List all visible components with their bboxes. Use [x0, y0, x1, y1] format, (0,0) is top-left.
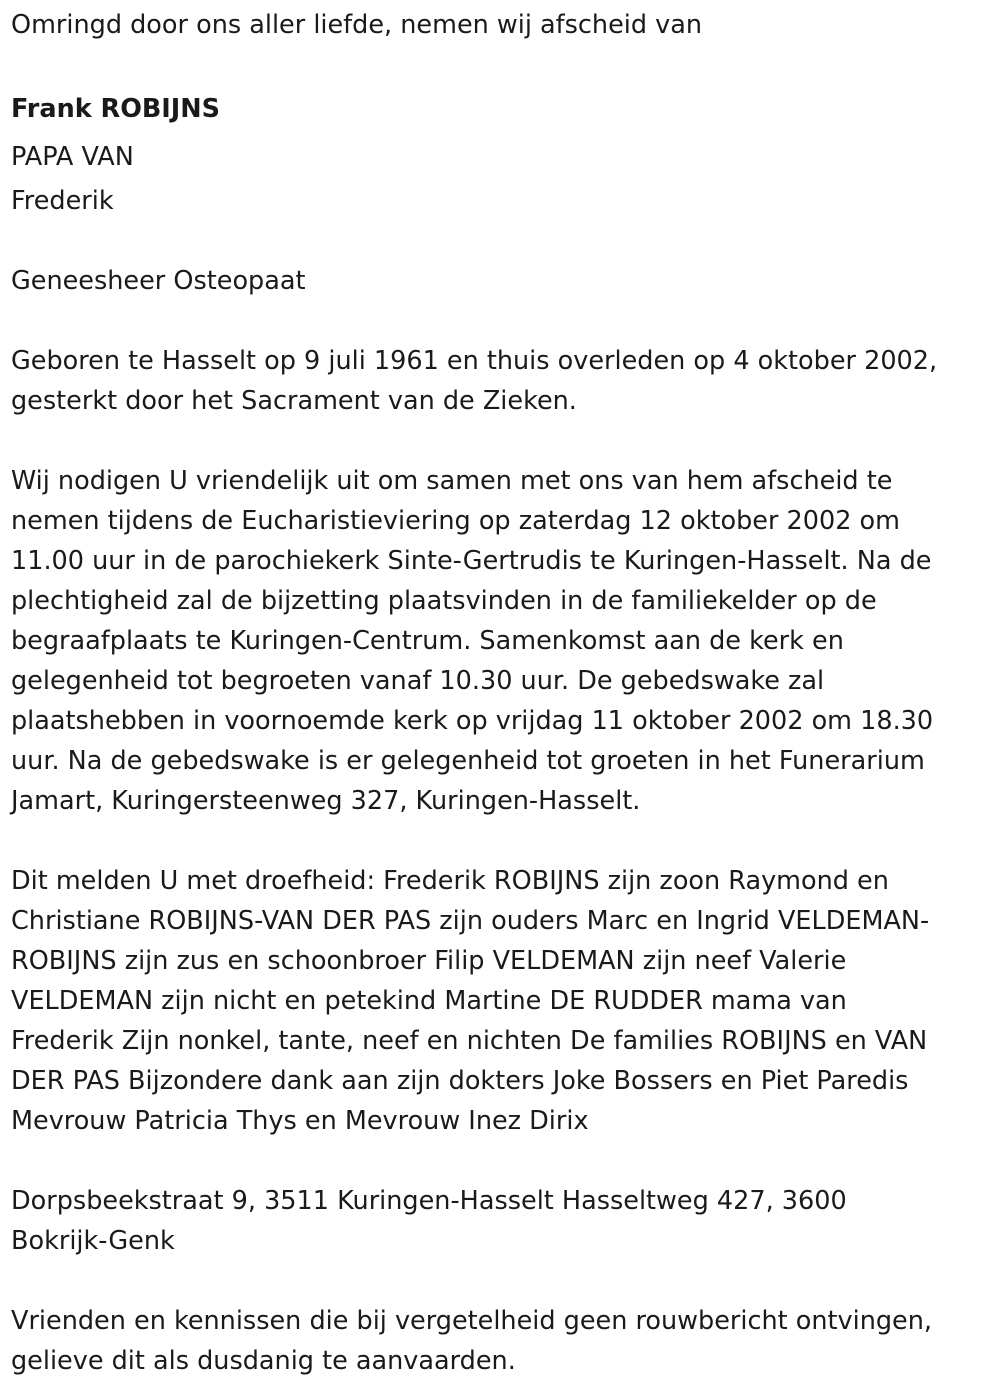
obituary-document [11, 5, 986, 1381]
paragraph-line: VELDEMAN zijn nicht en petekind Martine DE RUDDER mama van [11, 986, 847, 1016]
paragraph-line: ROBIJNS zijn zus en schoonbroer Filip VELDEMAN zijn neef Valerie [11, 946, 847, 976]
paragraph-line: Wij nodigen U vriendelijk uit om samen met ons van hem afscheid te [11, 466, 893, 496]
spacer [11, 221, 986, 261]
paragraph-line: gelegenheid tot begroeten vanaf 10.30 uur. De gebedswake zal [11, 666, 825, 696]
paragraph-line: begraafplaats te Kuringen-Centrum. Samenkomst aan de kerk en [11, 626, 844, 656]
paragraph-line: Jamart, Kuringersteenweg 327, Kuringen-Hasselt. [11, 786, 641, 816]
birth-death-paragraph [11, 341, 986, 421]
deceased-name: Frank ROBIJNS [11, 94, 220, 124]
spacer [11, 1141, 986, 1181]
intro-text: Omringd door ons aller liefde, nemen wij afscheid van [11, 10, 703, 40]
spacer [11, 421, 986, 461]
paragraph-line: Mevrouw Patricia Thys en Mevrouw Inez Dirix [11, 1106, 589, 1136]
paragraph-line: nemen tijdens de Eucharistieviering op zaterdag 12 oktober 2002 om [11, 506, 900, 536]
spacer [11, 301, 986, 341]
paragraph-line: Dit melden U met droefheid: Frederik ROBIJNS zijn zoon Raymond en [11, 866, 889, 896]
paragraph-line: Christiane ROBIJNS-VAN DER PAS zijn ouders Marc en Ingrid VELDEMAN- [11, 906, 930, 936]
paragraph-line: Geboren te Hasselt op 9 juli 1961 en thuis overleden op 4 oktober 2002, [11, 346, 938, 376]
child-name: Frederik [11, 186, 114, 216]
paragraph-line: Bokrijk-Genk [11, 1226, 175, 1256]
paragraph-line: gesterkt door het Sacrament van de Zieken. [11, 386, 577, 416]
invitation-paragraph [11, 461, 986, 821]
paragraph-line: plechtigheid zal de bijzetting plaatsvinden in de familiekelder op de [11, 586, 877, 616]
paragraph-line: plaatshebben in voornoemde kerk op vrijdag 11 oktober 2002 om 18.30 [11, 706, 934, 736]
closing-paragraph [11, 1301, 986, 1381]
spacer [11, 821, 986, 861]
addresses-paragraph [11, 1181, 986, 1261]
paragraph-line: gelieve dit als dusdanig te aanvaarden. [11, 1346, 516, 1376]
paragraph-line: Vrienden en kennissen die bij vergetelheid geen rouwbericht ontvingen, [11, 1306, 933, 1336]
paragraph-line: 11.00 uur in de parochiekerk Sinte-Gertrudis te Kuringen-Hasselt. Na de [11, 546, 932, 576]
papa-van-label: PAPA VAN [11, 142, 134, 172]
profession-text: Geneesheer Osteopaat [11, 266, 306, 296]
announcement-paragraph [11, 861, 986, 1141]
paragraph-line: DER PAS Bijzondere dank aan zijn dokters Joke Bossers en Piet Paredis [11, 1066, 909, 1096]
paragraph-line: Dorpsbeekstraat 9, 3511 Kuringen-Hasselt Hasseltweg 427, 3600 [11, 1186, 847, 1216]
paragraph-line: Frederik Zijn nonkel, tante, neef en nichten De families ROBIJNS en VAN [11, 1026, 928, 1056]
spacer [11, 1261, 986, 1301]
paragraph-line: uur. Na de gebedswake is er gelegenheid tot groeten in het Funerarium [11, 746, 925, 776]
